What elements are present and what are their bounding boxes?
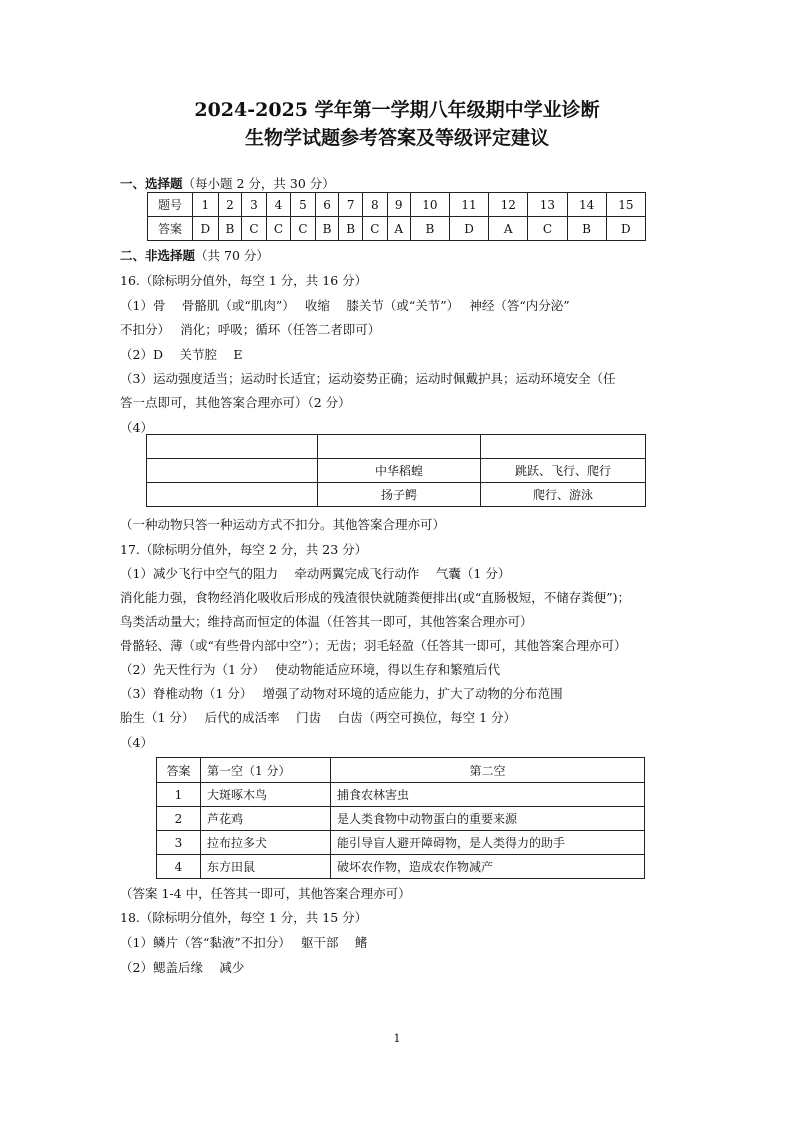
q16-table — [146, 434, 646, 507]
q16-part3-line1: （3）运动强度适当；运动时长适宜；运动姿势正确；运动时佩戴护具；运动环境安全（任 — [120, 371, 616, 386]
table-cell: 1 — [157, 783, 201, 807]
table-row — [157, 807, 645, 831]
section1-head: 一、选择题 — [120, 176, 183, 191]
table-cell: 破坏农作物，造成农作物减产 — [331, 855, 645, 879]
q-answer: D — [606, 217, 645, 241]
q-number: 6 — [315, 193, 339, 217]
table-header: 第一空（1 分） — [201, 758, 331, 783]
q-answer: D — [449, 217, 488, 241]
q-answer: C — [528, 217, 567, 241]
q-answer: C — [291, 217, 316, 241]
choice-answer-table — [147, 192, 646, 241]
table-cell: 2 — [157, 807, 201, 831]
q-number: 13 — [528, 193, 567, 217]
section2-head: 二、非选择题 — [120, 248, 196, 263]
q-answer: B — [410, 217, 449, 241]
page-number: 1 — [393, 1032, 401, 1045]
choice-answer-row — [148, 217, 646, 241]
q-answer: D — [193, 217, 219, 241]
q17-part3-line2: 胎生（1 分） 后代的成活率 门齿 白齿（两空可换位，每空 1 分） — [120, 710, 516, 725]
q-answer: B — [567, 217, 606, 241]
table-cell — [147, 459, 318, 483]
q-number: 14 — [567, 193, 606, 217]
q-number: 3 — [242, 193, 267, 217]
section2-note: （共 70 分） — [195, 248, 269, 263]
row-label-number: 题号 — [148, 193, 193, 217]
q-number: 2 — [218, 193, 242, 217]
q-answer: B — [339, 217, 363, 241]
row-label-answer: 答案 — [148, 217, 193, 241]
table-cell: 是人类食物中动物蛋白的重要来源 — [331, 807, 645, 831]
table-cell: 拉布拉多犬 — [201, 831, 331, 855]
q-number: 1 — [193, 193, 219, 217]
q-number: 10 — [410, 193, 449, 217]
q16-part1-line2: 不扣分） 消化；呼吸；循环（任答二者即可） — [120, 322, 381, 337]
q16-part3-line2: 答一点即可，其他答案合理亦可）（2 分） — [120, 395, 351, 410]
q18-part2: （2）鳃盖后缘 减少 — [120, 960, 245, 975]
table-cell — [147, 483, 318, 507]
table-cell: 跳跃、飞行、爬行 — [481, 459, 646, 483]
table-row — [157, 831, 645, 855]
table-cell — [481, 435, 646, 459]
q16-part1-line1: （1）骨 骨骼肌（或“肌肉”） 收缩 膝关节（或“关节”） 神经（答“内分泌” — [120, 298, 570, 313]
table-header-row — [157, 758, 645, 783]
q-answer: B — [218, 217, 242, 241]
q-answer: C — [242, 217, 267, 241]
q17-heading: 17.（除标明分值外，每空 2 分，共 23 分） — [120, 542, 368, 557]
q-answer: C — [266, 217, 291, 241]
title-line-2: 生物学试题参考答案及等级评定建议 — [244, 127, 549, 149]
q-number: 12 — [489, 193, 528, 217]
choice-number-row — [148, 193, 646, 217]
table-cell: 能引导盲人避开障碍物，是人类得力的助手 — [331, 831, 645, 855]
q-number: 15 — [606, 193, 645, 217]
q16-part4-label: （4） — [120, 420, 153, 435]
q16-part2: （2）D 关节腔 E — [120, 347, 243, 362]
table-cell: 中华稻蝗 — [318, 459, 481, 483]
table-cell: 芦花鸡 — [201, 807, 331, 831]
q-number: 9 — [387, 193, 410, 217]
q-number: 5 — [291, 193, 316, 217]
table-cell: 扬子鳄 — [318, 483, 481, 507]
q-number: 8 — [363, 193, 388, 217]
q17-part1: （1）减少飞行中空气的阻力 牵动两翼完成飞行动作 气囊（1 分） — [120, 566, 511, 581]
q-answer: C — [363, 217, 388, 241]
q17-part2: （2）先天性行为（1 分） 使动物能适应环境，得以生存和繁殖后代 — [120, 662, 501, 677]
q-answer: A — [489, 217, 528, 241]
table-cell: 东方田鼠 — [201, 855, 331, 879]
q-number: 11 — [449, 193, 488, 217]
table-header: 答案 — [157, 758, 201, 783]
title-line-1: 2024-2025 学年第一学期八年级期中学业诊断 — [194, 99, 600, 121]
q17-table — [156, 757, 645, 879]
table-cell: 4 — [157, 855, 201, 879]
table-cell: 大斑啄木鸟 — [201, 783, 331, 807]
q-number: 7 — [339, 193, 363, 217]
table-cell: 爬行、游泳 — [481, 483, 646, 507]
q16-note: （一种动物只答一种运动方式不扣分。其他答案合理亦可） — [120, 517, 446, 532]
table-row — [147, 483, 646, 507]
table-row — [157, 855, 645, 879]
table-row — [147, 459, 646, 483]
table-cell: 3 — [157, 831, 201, 855]
table-row — [147, 435, 646, 459]
q18-part1: （1）鳞片（答“黏液”不扣分） 躯干部 鳍 — [120, 935, 368, 950]
section1-heading — [120, 174, 335, 192]
q-answer: A — [387, 217, 410, 241]
q17-part3: （3）脊椎动物（1 分） 增强了动物对环境的适应能力，扩大了动物的分布范围 — [120, 686, 563, 701]
q17-part1-line2: 消化能力强，食物经消化吸收后形成的残渣很快就随粪便排出(或“直肠极短，不储存粪便”)； — [120, 590, 631, 605]
table-cell: 捕食农林害虫 — [331, 783, 645, 807]
table-cell — [318, 435, 481, 459]
q16-heading: 16.（除标明分值外，每空 1 分，共 16 分） — [120, 273, 368, 288]
q18-heading: 18.（除标明分值外，每空 1 分，共 15 分） — [120, 910, 368, 925]
q-answer: B — [315, 217, 339, 241]
q-number: 4 — [266, 193, 291, 217]
table-header: 第二空 — [331, 758, 645, 783]
section2-heading — [120, 246, 269, 264]
q17-part1-line4: 骨骼轻、薄（或“有些骨内部中空”）；无齿；羽毛轻盈（任答其一即可，其他答案合理亦可） — [120, 638, 627, 653]
section1-note: （每小题 2 分，共 30 分） — [182, 176, 335, 191]
table-cell — [147, 435, 318, 459]
q17-part4-label: （4） — [120, 735, 153, 750]
q17-note: （答案 1-4 中，任答其一即可，其他答案合理亦可） — [120, 886, 411, 901]
q17-part1-line3: 鸟类活动量大；维持高而恒定的体温（任答其一即可，其他答案合理亦可） — [120, 614, 533, 629]
table-row — [157, 783, 645, 807]
